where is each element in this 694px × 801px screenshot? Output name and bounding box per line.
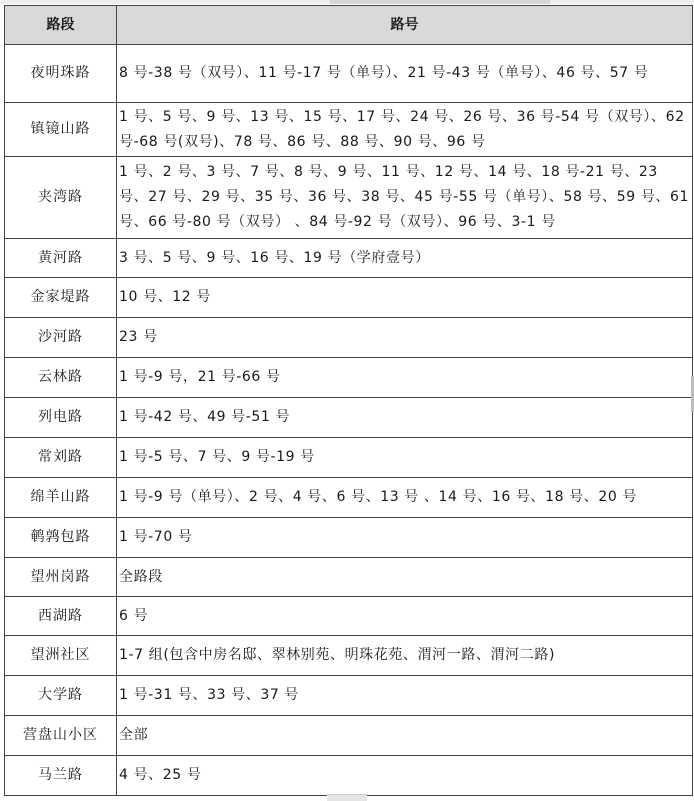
road-numbers-cell: 1 号-31 号、33 号、37 号 <box>117 676 693 716</box>
road-name-cell: 绵羊山路 <box>5 478 117 518</box>
road-name-cell: 马兰路 <box>5 756 117 796</box>
road-name-cell: 营盘山小区 <box>5 716 117 756</box>
table-row <box>5 278 693 318</box>
table-row <box>5 398 693 438</box>
road-numbers-cell: 3 号、5 号、9 号、16 号、19 号（学府壹号） <box>117 239 693 278</box>
road-numbers-cell: 4 号、25 号 <box>117 756 693 796</box>
road-numbers-cell: 1 号-70 号 <box>117 518 693 558</box>
road-numbers-cell: 23 号 <box>117 318 693 358</box>
road-numbers-cell: 8 号-38 号（双号）、11 号-17 号（单号）、21 号-43 号（单号）、46 号、57 号 <box>117 45 693 103</box>
table-row <box>5 239 693 278</box>
road-name-cell: 大学路 <box>5 676 117 716</box>
road-numbers-cell: 10 号、12 号 <box>117 278 693 318</box>
page-top-shade <box>330 0 550 4</box>
table-row <box>5 318 693 358</box>
road-name-cell: 望洲社区 <box>5 636 117 676</box>
road-numbers-cell: 1-7 组(包含中房名邸、翠林别苑、明珠花苑、渭河一路、渭河二路) <box>117 636 693 676</box>
page-top-edge <box>0 0 694 4</box>
road-name-cell: 云林路 <box>5 358 117 398</box>
table-row <box>5 676 693 716</box>
road-numbers-cell: 1 号、5 号、9 号、13 号、15 号、17 号、24 号、26 号、36 号-54 号（双号）、62 号-68 号(双号)、78 号、86 号、88 号、90 号、96 号 <box>117 103 693 157</box>
road-name-cell: 夜明珠路 <box>5 45 117 103</box>
road-name-cell: 沙河路 <box>5 318 117 358</box>
road-numbers-cell: 1 号-42 号、49 号-51 号 <box>117 398 693 438</box>
road-numbers-cell: 1 号、2 号、3 号、7 号、8 号、9 号、11 号、12 号、14 号、18 号-21 号、23 号、27 号、29 号、35 号、36 号、38 号、45 号-55 号（单号）、58 号、59 号、61 号、66 号-80 号（双号） 、84 号-92 号（双号）、96 号、3-1 号 <box>117 157 693 239</box>
road-name-cell: 金家堤路 <box>5 278 117 318</box>
table-row <box>5 716 693 756</box>
road-numbers-cell: 1 号-9 号，21 号-66 号 <box>117 358 693 398</box>
road-numbers-cell: 全路段 <box>117 558 693 597</box>
road-name-cell: 列电路 <box>5 398 117 438</box>
road-name-cell: 黄河路 <box>5 239 117 278</box>
road-name-cell: 鹌鹑包路 <box>5 518 117 558</box>
header-numbers: 路号 <box>117 6 693 45</box>
table-header-row <box>5 6 693 45</box>
road-numbers-cell: 全部 <box>117 716 693 756</box>
road-numbers-cell: 1 号-9 号（单号）、2 号、4 号、6 号、13 号 、14 号、16 号、18 号、20 号 <box>117 478 693 518</box>
table-row <box>5 358 693 398</box>
road-numbers-cell: 1 号-5 号、7 号、9 号-19 号 <box>117 438 693 478</box>
road-name-cell: 望州岗路 <box>5 558 117 597</box>
road-name-cell: 镇镜山路 <box>5 103 117 157</box>
table-row <box>5 558 693 597</box>
table-row <box>5 103 693 157</box>
road-name-cell: 西湖路 <box>5 597 117 636</box>
road-numbers-cell: 6 号 <box>117 597 693 636</box>
road-name-cell: 夹湾路 <box>5 157 117 239</box>
table-row <box>5 756 693 796</box>
table-row <box>5 597 693 636</box>
road-number-table <box>4 5 693 796</box>
table-row <box>5 636 693 676</box>
table-row <box>5 478 693 518</box>
table-row <box>5 518 693 558</box>
header-road: 路段 <box>5 6 117 45</box>
table-row <box>5 438 693 478</box>
road-name-cell: 常刘路 <box>5 438 117 478</box>
table-row <box>5 45 693 103</box>
table-row <box>5 157 693 239</box>
